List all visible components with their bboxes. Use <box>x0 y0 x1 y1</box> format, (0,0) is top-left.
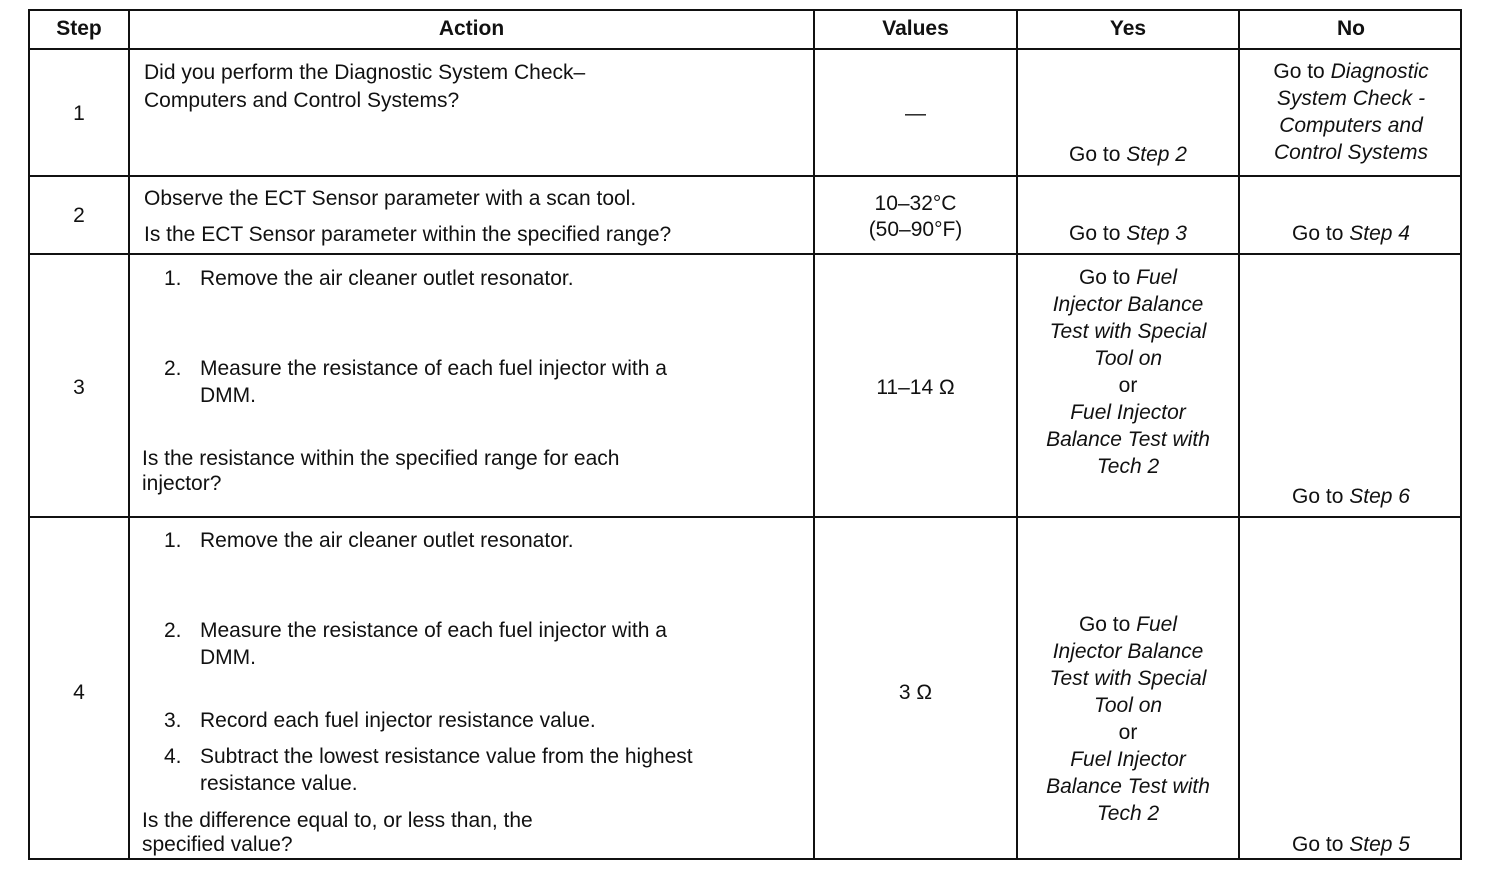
action-question: injector? <box>142 472 222 495</box>
row-divider <box>30 175 1460 177</box>
list-item-number: 4. <box>164 745 182 768</box>
value-text: — <box>905 102 926 125</box>
no-link[interactable]: Go to Step 5 <box>1292 833 1410 856</box>
list-item-number: 2. <box>164 357 182 380</box>
row-divider <box>30 253 1460 255</box>
list-item: Remove the air cleaner outlet resonator. <box>200 529 574 552</box>
list-item: Subtract the lowest resistance value from the highest <box>200 745 693 768</box>
step-number: 2 <box>73 204 85 227</box>
column-divider <box>128 11 130 858</box>
action-question: Is the resistance within the specified range for each <box>142 447 620 470</box>
diagnostic-table <box>28 9 1462 860</box>
no-link[interactable]: Go to Step 4 <box>1292 222 1410 245</box>
yes-link[interactable]: Go to Fuel Injector Balance Test with Special Tool on or Fuel Injector Balance Test with Tech 2 <box>1046 266 1210 478</box>
value-text: 3 Ω <box>898 681 933 704</box>
header-yes: Yes <box>1109 17 1147 40</box>
no-link[interactable]: Go to Diagnostic System Check - Computers and Control Systems <box>1273 60 1429 164</box>
row-divider <box>30 516 1460 518</box>
column-divider <box>813 11 815 858</box>
step-number: 1 <box>73 102 85 125</box>
action-question: specified value? <box>142 833 293 856</box>
action-text: Did you perform the Diagnostic System Check– <box>144 61 586 84</box>
header-action: Action <box>438 17 505 40</box>
header-no: No <box>1337 17 1365 40</box>
value-text: 10–32°C <box>874 192 957 215</box>
list-item: Remove the air cleaner outlet resonator. <box>200 267 574 290</box>
list-item: Record each fuel injector resistance value. <box>200 709 596 732</box>
list-item-number: 1. <box>164 529 182 552</box>
no-link[interactable]: Go to Step 6 <box>1292 485 1410 508</box>
value-text: (50–90°F) <box>868 218 963 241</box>
value-text: 11–14 Ω <box>876 376 955 399</box>
yes-link[interactable]: Go to Step 3 <box>1069 222 1187 245</box>
action-text: Computers and Control Systems? <box>144 89 460 112</box>
list-item: resistance value. <box>200 772 358 795</box>
step-number: 3 <box>73 376 85 399</box>
list-item: Measure the resistance of each fuel injector with a <box>200 619 667 642</box>
list-item-number: 1. <box>164 267 182 290</box>
header-values: Values <box>882 17 949 40</box>
action-question: Is the difference equal to, or less than, the <box>142 809 533 832</box>
step-number: 4 <box>73 681 85 704</box>
list-item: DMM. <box>200 384 256 407</box>
action-text: Is the ECT Sensor parameter within the specified range? <box>144 223 672 246</box>
yes-link[interactable]: Go to Fuel Injector Balance Test with Special Tool on or Fuel Injector Balance Test with Tech 2 <box>1046 613 1210 825</box>
yes-link[interactable]: Go to Step 2 <box>1069 143 1187 166</box>
header-step: Step <box>56 17 102 40</box>
action-text: Observe the ECT Sensor parameter with a scan tool. <box>144 187 637 210</box>
list-item-number: 3. <box>164 709 182 732</box>
row-divider <box>30 48 1460 50</box>
list-item-number: 2. <box>164 619 182 642</box>
list-item: DMM. <box>200 646 256 669</box>
list-item: Measure the resistance of each fuel injector with a <box>200 357 667 380</box>
